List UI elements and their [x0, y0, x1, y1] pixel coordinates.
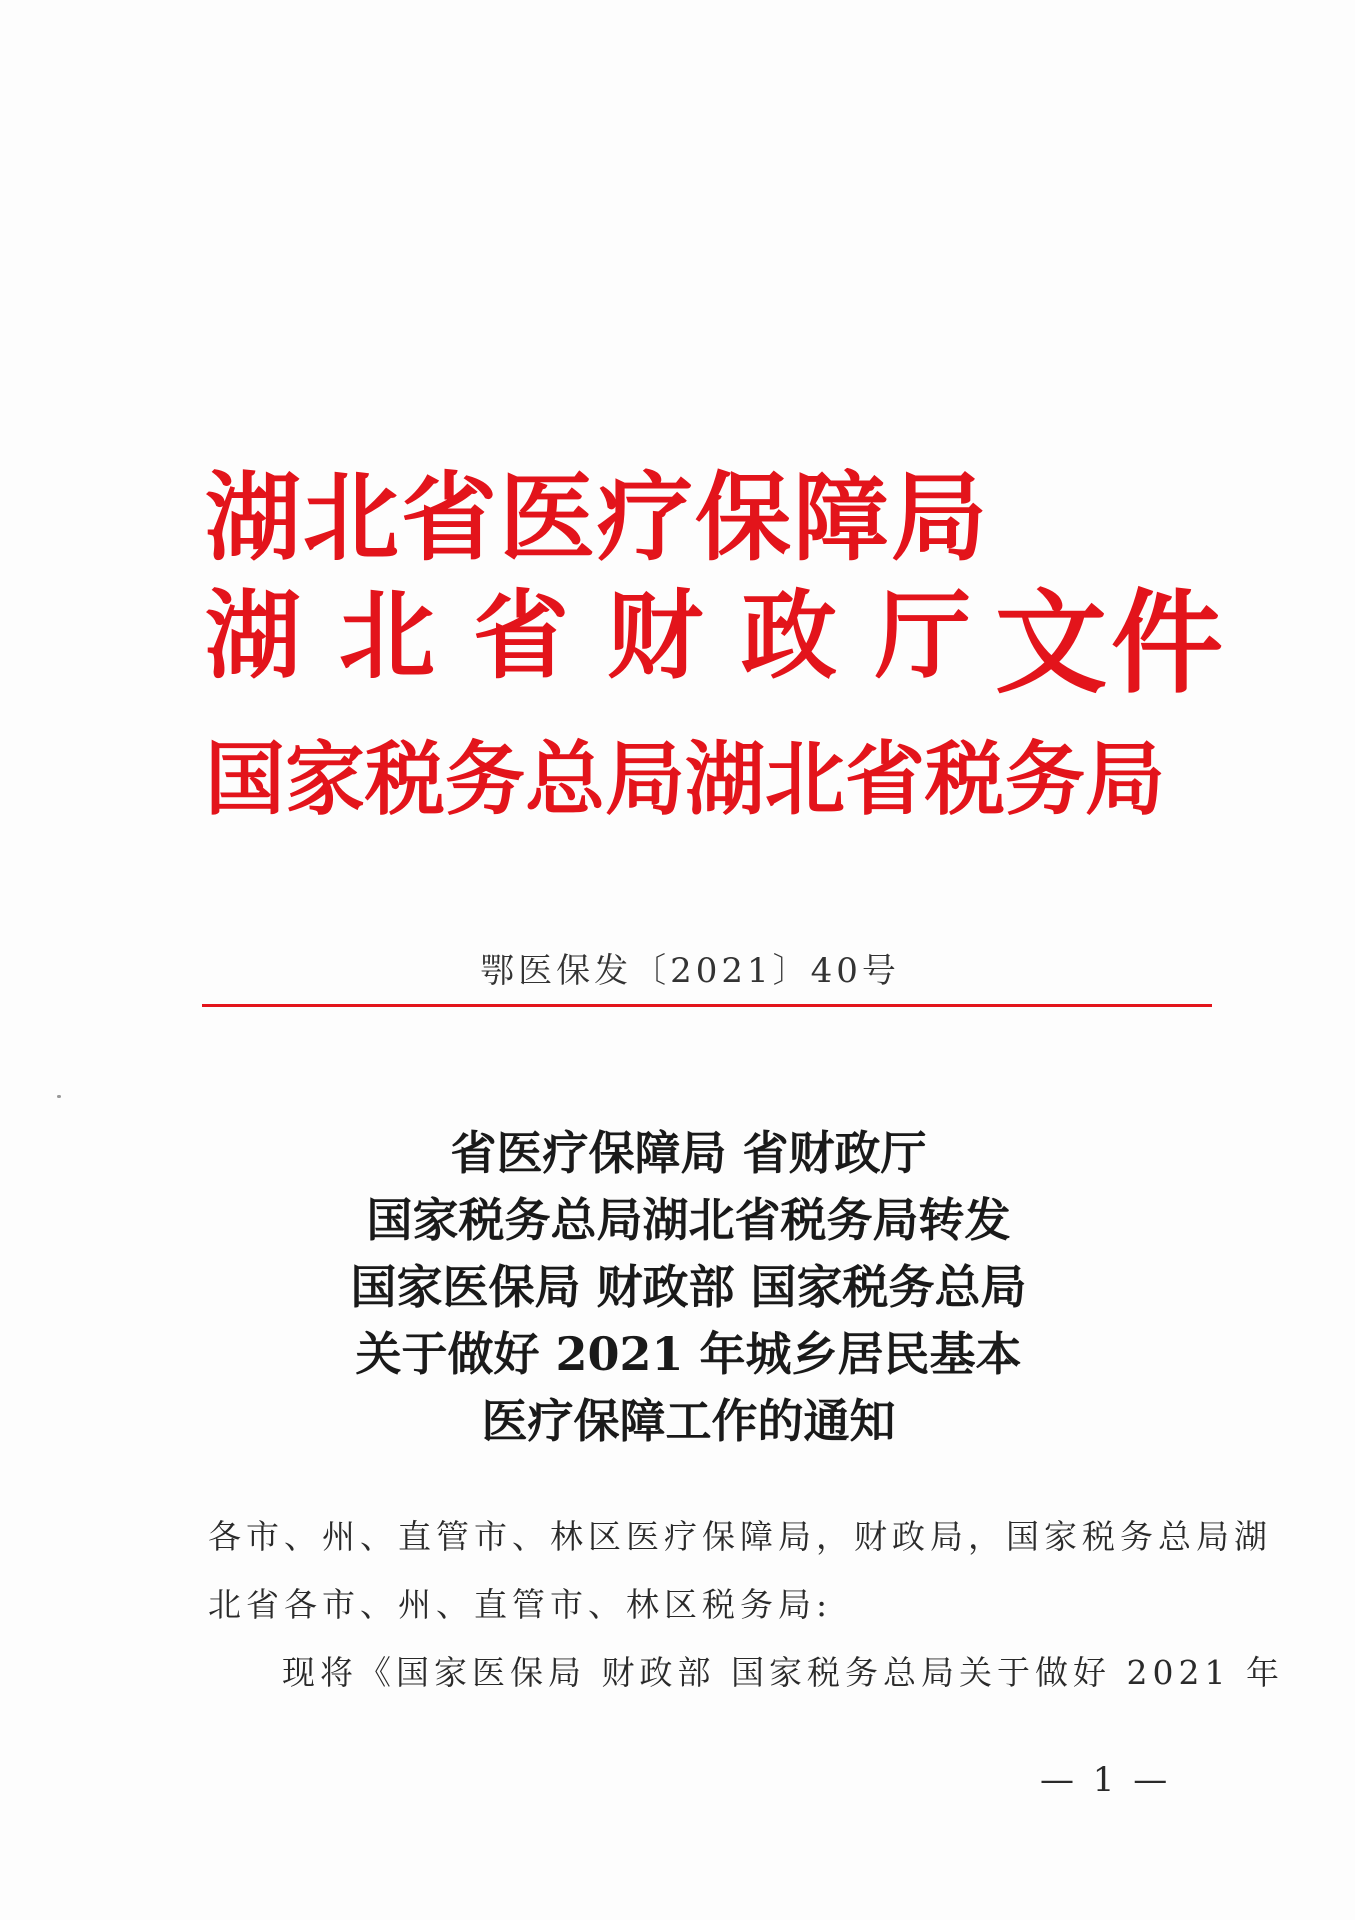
- masthead-document-suffix: 文件: [995, 579, 1227, 709]
- title-line: 省医疗保障局 省财政厅: [450, 1126, 927, 1180]
- title-line: 医疗保障工作的通知: [481, 1394, 896, 1448]
- scan-speck: [57, 1095, 61, 1098]
- masthead-issuer-1: 湖北省医疗保障局: [205, 462, 989, 574]
- document-number: 鄂医保发〔2021〕40号: [480, 951, 900, 991]
- masthead-issuer-3: 国家税务总局湖北省税务局: [205, 733, 1165, 826]
- paragraph-line: 现将《国家医保局 财政部 国家税务总局关于做好 2021 年: [282, 1653, 1284, 1692]
- title-line: 国家税务总局湖北省税务局转发: [366, 1193, 1011, 1247]
- addressee-line: 北省各市、州、直管市、林区税务局:: [208, 1585, 833, 1624]
- document-title: [0, 1120, 1355, 1455]
- red-divider-line: [202, 1004, 1212, 1007]
- title-line: 关于做好 2021 年城乡居民基本: [355, 1327, 1022, 1381]
- addressee-line: 各市、州、直管市、林区医疗保障局，财政局，国家税务总局湖: [208, 1517, 1272, 1556]
- document-body: [208, 1503, 1284, 1707]
- masthead-issuer-2: 湖北省财政厅: [205, 580, 1009, 692]
- page-number: — 1 —: [1040, 1760, 1172, 1800]
- title-line: 国家医保局 财政部 国家税务总局: [350, 1260, 1027, 1314]
